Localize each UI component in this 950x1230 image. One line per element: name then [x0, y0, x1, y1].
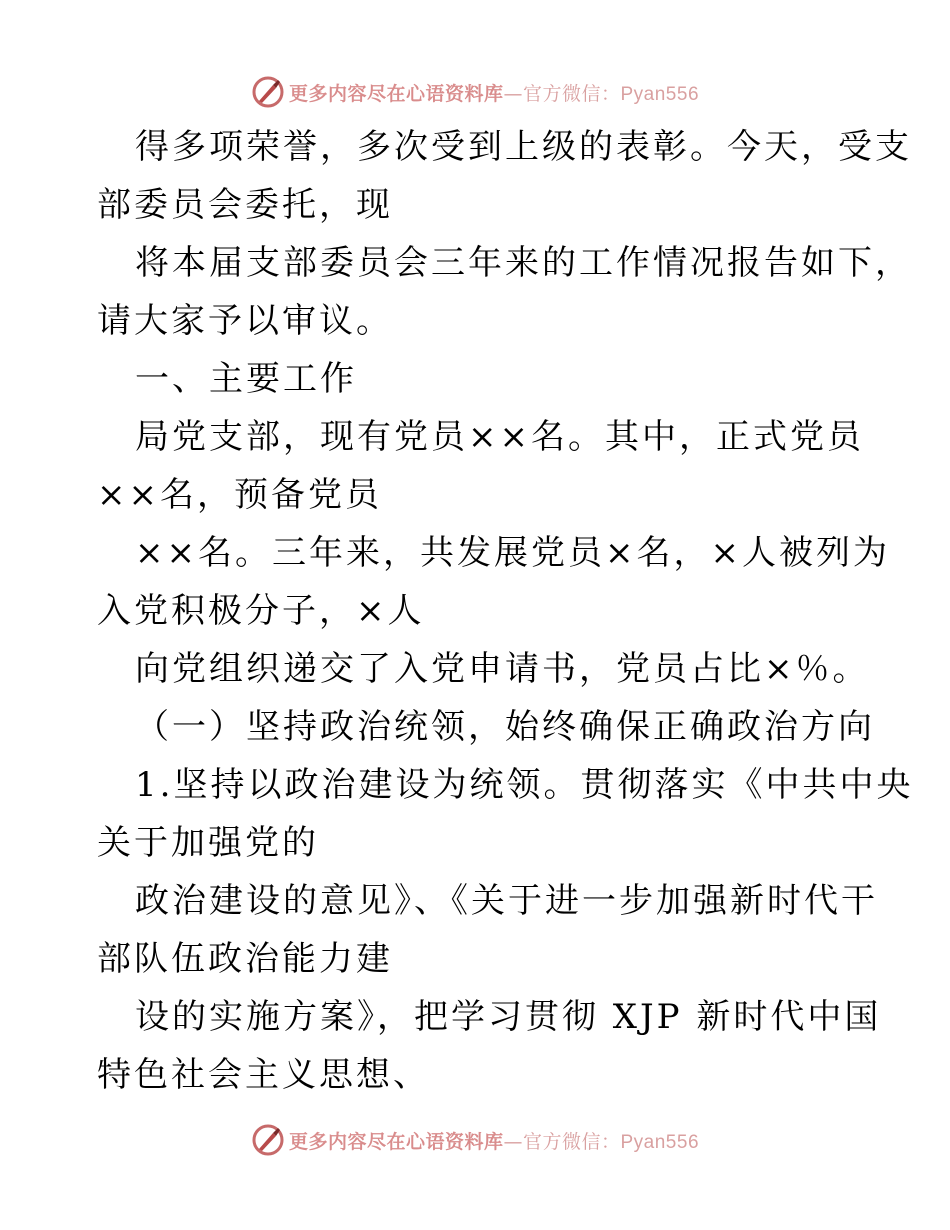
body-line: 1.坚持以政治建设为统领。贯彻落实《中共中央	[135, 765, 914, 805]
footer-watermark	[0, 1120, 950, 1160]
watermark-wechat-label: 官方微信：	[522, 82, 621, 105]
body-line: 特色社会主义思想、	[97, 1055, 430, 1095]
body-line: 部委员会委托，现	[97, 185, 393, 225]
watermark-brand: 更多内容尽在心语资料库	[288, 1130, 504, 1153]
header-watermark	[0, 72, 950, 112]
body-line: ××名。三年来，共发展党员×名，×人被列为	[135, 533, 890, 573]
subsection-heading: （一）坚持政治统领，始终确保正确政治方向	[135, 707, 875, 747]
watermark-separator: —	[503, 1130, 523, 1153]
watermark-wechat-id: Pyan556	[620, 1131, 700, 1153]
body-line: 请大家予以审议。	[97, 301, 393, 341]
body-line: 设的实施方案》，把学习贯彻 XJP 新时代中国	[135, 997, 882, 1037]
watermark-brand: 更多内容尽在心语资料库	[288, 82, 504, 105]
section-heading: 一、主要工作	[135, 359, 357, 399]
watermark-text	[289, 79, 699, 106]
watermark-wechat-id: Pyan556	[620, 83, 700, 105]
body-line: 向党组织递交了入党申请书，党员占比×％。	[135, 649, 870, 689]
watermark-wechat-label: 官方微信：	[522, 1130, 621, 1153]
body-line: 政治建设的意见》、《关于进一步加强新时代干	[135, 881, 878, 921]
quill-seal-icon	[251, 75, 285, 109]
body-line: 部队伍政治能力建	[97, 939, 393, 979]
body-line: 得多项荣誉，多次受到上级的表彰。今天，受支	[135, 127, 912, 167]
watermark-separator: —	[503, 82, 523, 105]
quill-seal-icon	[251, 1123, 285, 1157]
body-line: 入党积极分子，×人	[97, 591, 425, 631]
body-line: ××名，预备党员	[97, 475, 382, 515]
body-line: 关于加强党的	[97, 823, 319, 863]
body-line: 将本届支部委员会三年来的工作情况报告如下，	[135, 243, 912, 283]
body-line: 局党支部，现有党员××名。其中，正式党员	[135, 417, 864, 457]
watermark-text	[289, 1127, 699, 1154]
